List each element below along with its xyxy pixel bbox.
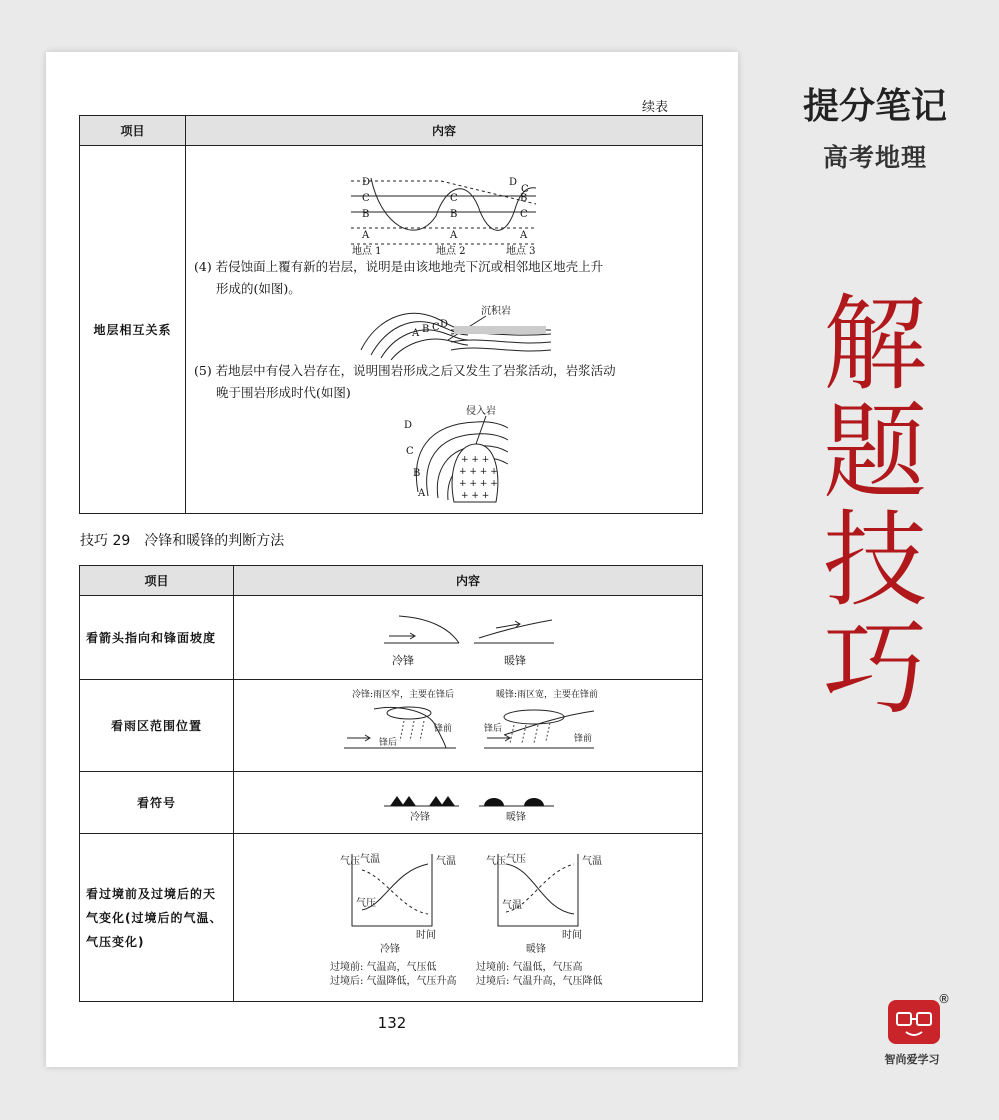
textbook-page bbox=[46, 52, 738, 1067]
fig3-letter: A bbox=[418, 487, 426, 499]
rain-content bbox=[234, 680, 703, 772]
row-label-symbol: 看符号 bbox=[80, 772, 234, 834]
para-4: (4) 若侵蚀面上覆有新的岩层，说明是由该地地壳下沉或相邻地区地壳上升 形成的(如图)。 bbox=[194, 258, 604, 296]
site-label: 地点 2 bbox=[436, 245, 466, 256]
sidebar-subtitle: 高考地理 bbox=[822, 143, 927, 172]
symbol-content bbox=[234, 772, 703, 834]
header-item: 项目 bbox=[80, 566, 234, 596]
arrows-content bbox=[234, 596, 703, 680]
warm-xlabel: 时间 bbox=[562, 929, 582, 941]
strata-content bbox=[186, 146, 703, 514]
fig3-label: 侵入岩 bbox=[466, 405, 496, 417]
caption-warm: 暖锋 bbox=[504, 653, 526, 667]
site-label: 地点 1 bbox=[352, 245, 382, 256]
fig2-letter: D bbox=[440, 318, 449, 330]
strata-letter: B bbox=[520, 192, 528, 204]
symbol-warm: 暖锋 bbox=[506, 811, 526, 823]
strata-letter: D bbox=[362, 176, 371, 188]
strata-letter: C bbox=[521, 183, 529, 195]
warm-curve-press: 气压 bbox=[506, 853, 526, 865]
warm-before: 过境前: 气温低，气压高 bbox=[476, 961, 583, 973]
fig2-letter: A bbox=[412, 327, 420, 339]
caption-cold: 冷锋 bbox=[392, 653, 414, 667]
strata-letter: A bbox=[450, 229, 458, 241]
cold-curve-press: 气压 bbox=[356, 897, 376, 909]
header-content: 内容 bbox=[234, 566, 703, 596]
fig2-letter: B bbox=[422, 323, 430, 335]
strata-letter: B bbox=[450, 208, 458, 220]
strata-letter: A bbox=[362, 229, 370, 241]
intrusion-figure bbox=[186, 404, 702, 504]
cold-back: 锋后 bbox=[379, 737, 398, 748]
warm-axis-left: 气压 bbox=[486, 855, 506, 867]
fig3-letter: C bbox=[406, 445, 414, 457]
cold-before: 过境前: 气温高，气压低 bbox=[330, 961, 437, 973]
warm-back: 锋后 bbox=[484, 723, 503, 734]
cold-xlabel: 时间 bbox=[416, 929, 436, 941]
sidebar-title: 提分笔记 bbox=[802, 86, 947, 127]
cold-curve-temp: 气温 bbox=[360, 853, 380, 865]
weather-change-figure bbox=[234, 836, 702, 1000]
header-item: 项目 bbox=[80, 116, 186, 146]
warm-axis-right: 气温 bbox=[582, 855, 602, 867]
svg-text:+ + + +: + + + + bbox=[459, 466, 498, 477]
unconformity-figure bbox=[186, 300, 702, 360]
strata-letter: A bbox=[520, 229, 528, 241]
front-slope-figure bbox=[234, 598, 702, 678]
cold-after: 过境后: 气温降低，气压升高 bbox=[330, 975, 457, 987]
section-title: 技巧 29 冷锋和暖锋的判断方法 bbox=[80, 533, 285, 549]
registered-mark: ® bbox=[938, 992, 950, 1006]
fig2-label: 沉积岩 bbox=[481, 305, 511, 317]
strata-letter: C bbox=[450, 192, 458, 204]
front-judgement-table bbox=[79, 565, 703, 1002]
row-label-strata: 地层相互关系 bbox=[80, 146, 186, 514]
row-label-arrows: 看箭头指向和锋面坡度 bbox=[80, 596, 234, 680]
fig3-letter: B bbox=[413, 467, 421, 479]
fig3-letter: D bbox=[404, 419, 413, 431]
cold-axis-right: 气温 bbox=[436, 855, 456, 867]
svg-text:+ + +: + + + bbox=[461, 490, 490, 501]
svg-text:+ + + +: + + + + bbox=[459, 478, 498, 489]
row-label-weather: 看过境前及过境后的天气变化(过境后的气温、气压变化) bbox=[80, 834, 234, 1002]
page-number: 132 bbox=[377, 1014, 407, 1032]
strata-letter: C bbox=[362, 192, 370, 204]
continued-label: 续表 bbox=[642, 100, 669, 115]
brand-logo-icon bbox=[888, 1000, 940, 1044]
cold-front: 锋前 bbox=[434, 723, 453, 734]
cold-rain-title: 冷锋:雨区窄，主要在锋后 bbox=[352, 689, 455, 700]
weather-content bbox=[234, 834, 703, 1002]
cold-caption: 冷锋 bbox=[380, 943, 400, 955]
svg-text:+ + +: + + + bbox=[461, 454, 490, 465]
warm-curve-temp: 气温 bbox=[502, 899, 522, 911]
brand-name: 智尚爱学习 bbox=[884, 1053, 940, 1066]
strata-table bbox=[79, 115, 703, 514]
strata-letter: B bbox=[362, 208, 370, 220]
strata-letter: D bbox=[509, 176, 518, 188]
fig2-letter: C bbox=[432, 321, 440, 333]
symbol-cold: 冷锋 bbox=[410, 811, 430, 823]
warm-caption: 暖锋 bbox=[526, 943, 546, 955]
header-content: 内容 bbox=[186, 116, 703, 146]
strata-sites-figure bbox=[186, 156, 702, 256]
site-label: 地点 3 bbox=[506, 245, 536, 256]
sidebar-big-text: 解 题 技 巧 bbox=[822, 283, 927, 729]
rain-area-figure bbox=[234, 683, 702, 769]
strata-letter: C bbox=[520, 208, 528, 220]
warm-rain-title: 暖锋:雨区宽，主要在锋前 bbox=[496, 689, 599, 700]
warm-after: 过境后: 气温升高，气压降低 bbox=[476, 975, 603, 987]
front-symbol-figure bbox=[234, 778, 702, 828]
cold-axis-left: 气压 bbox=[340, 855, 360, 867]
warm-front: 锋前 bbox=[574, 733, 593, 744]
para-5: (5) 若地层中有侵入岩存在，说明围岩形成之后又发生了岩浆活动，岩浆活动 晚于围岩形成时代(如图) bbox=[194, 362, 616, 400]
row-label-rain: 看雨区范围位置 bbox=[80, 680, 234, 772]
